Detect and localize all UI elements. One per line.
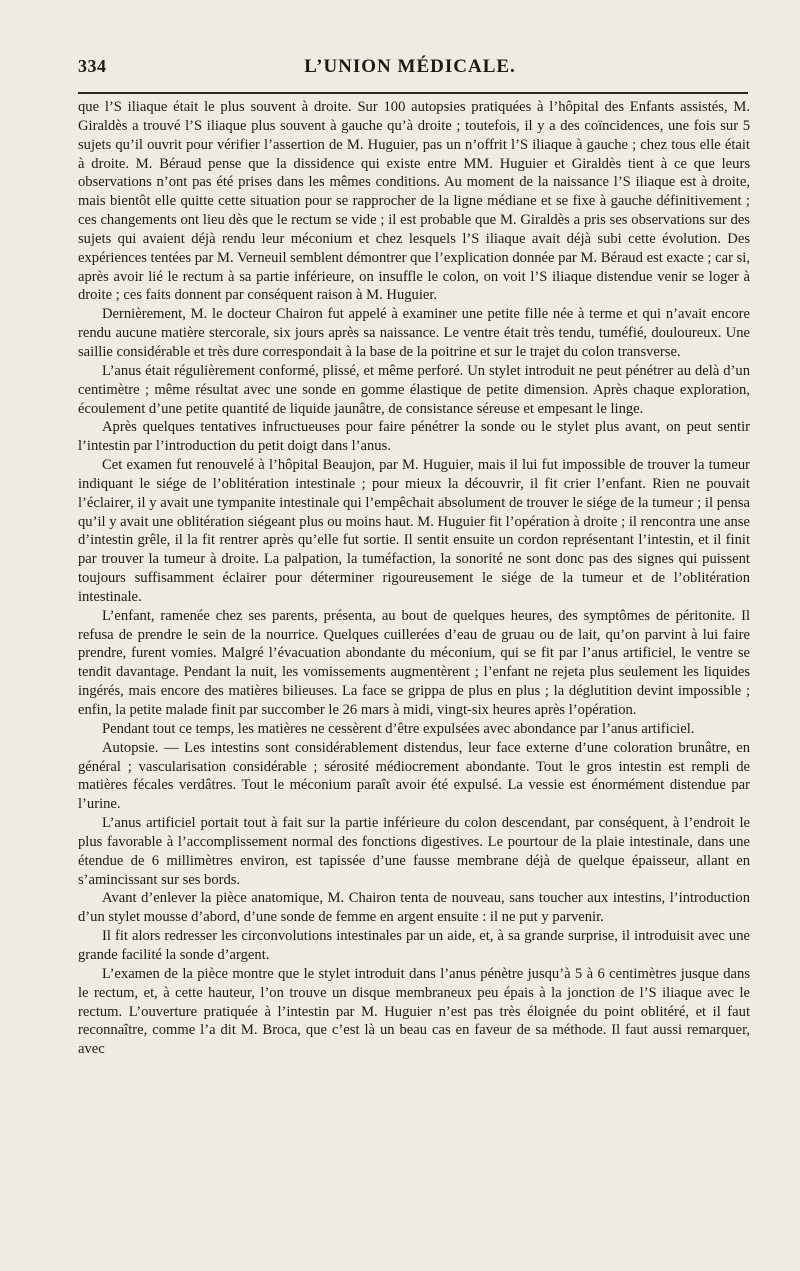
paragraph-attempts: Après quelques tentatives infructueuses pour faire pénétrer la sonde ou le stylet plus avant, on peut sentir l’intestin par l’introduction du petit doigt dans l’anus. bbox=[78, 419, 750, 455]
article-body bbox=[78, 98, 750, 1059]
page-number: 334 bbox=[78, 56, 107, 76]
paragraph-artificial-anus: L’anus artificiel portait tout à fait sur la partie inférieure du colon descendant, par conséquent, à l’endroit le plus favorable à l’accomplissement normal des fonctions digestives. Le pourtour de la plaie intestinale, dans une étendue de 6 millimètres environ, est tapissée d’une fausse membrane déjà de quelque épaisseur, allant en s’amincissant sur ses bords. bbox=[78, 815, 750, 888]
paragraph-specimen-exam: L’examen de la pièce montre que le stylet introduit dans l’anus pénètre jusqu’à 5 à 6 centimètres jusque dans le rectum, et, à cette hauteur, l’on trouve un disque membraneux peu épais à la jonction de l’S iliaque avec le rectum. L’ouverture pratiquée à l’intestin par M. Huguier n’est pas très éloignée du point oblitéré, et il faut reconnaître, comme l’a dit M. Broca, que c’est là un beau cas en faveur de sa méthode. Il faut aussi remarquer, avec bbox=[78, 965, 750, 1058]
header-rule bbox=[78, 92, 748, 94]
paragraph-huguier-operation: Cet examen fut renouvelé à l’hôpital Beaujon, par M. Huguier, mais il lui fut impossible de trouver la tumeur indiquant le siége de l’oblitération intestinale ; pour mieux la découvrir, il fit crier l’enfant. Rien ne pouvait l’éclairer, il y avait une tympanite intestinale qui l’empêchait absolument de trouver le siége de la tumeur ; il pensa qu’il y avait une oblitération siégeant plus ou moins haut. M. Huguier fit l’opération à droite ; il rencontra une anse d’intestin grêle, il la fit rentrer après qu’elle fut sortie. Il sentit ensuite un cordon représentant l’intestin, et il finit par trouver la tumeur à droite. La palpation, la tuméfaction, la sonorité ne sont donc pas des signes qui puissent toujours suffisamment éclairer pour déterminer rigoureusement le siége de la tumeur et de l’oblitération intestinale. bbox=[78, 457, 750, 605]
paragraph-autopsy: Autopsie. — Les intestins sont considérablement distendus, leur face externe d’une coloration brunâtre, en général ; vascularisation considérable ; sérosité médiocrement abondante. Tout le gros intestin est rempli de matières fécales verdâtres. Tout le méconium paraît avoir été expulsé. La vessie est énormément distendue par l’urine. bbox=[78, 739, 750, 813]
paragraph-redress: Il fit alors redresser les circonvolutions intestinales par un aide, et, à sa grande surprise, il introduisit avec une grande facilité la sonde d’argent. bbox=[78, 928, 750, 963]
running-head bbox=[78, 56, 742, 84]
paragraph-s-iliaque-position: que l’S iliaque était le plus souvent à droite. Sur 100 autopsies pratiquées à l’hôpital des Enfants assistés, M. Giraldès a trouvé l’S iliaque plus souvent à gauche qu’à droite ; toutefois, il y a des coïncidences, une fois sur 5 sujets qu’il ouvrit pour vérifier l’assertion de M. Huguier, pas un n’offrit l’S iliaque à gauche ; chez tous elle était à droite. M. Béraud pense que la dissidence qui existe entre MM. Huguier et Giraldès tient à ce que leurs observations n’ont pas été prises dans les mêmes conditions. Au moment de la naissance l’S iliaque est à droite, mais bientôt elle quitte cette situation pour se rapprocher de la ligne médiane et se fixe à gauche définitivement ; ces changements ont lieu dès que le rectum se vide ; il est probable que M. Giraldès a pris ses observations sur des sujets qui avaient déjà rendu leur méconium et chez lesquels l’S iliaque avait déjà subi cette évolution. Des expériences tentées par M. Verneuil semblent démontrer que l’explication donnée par M. Béraud est exacte ; car si, après avoir lié le rectum à sa partie inférieure, on insuffle le colon, on voit l’S iliaque distendue venir se loger à droite ; ces faits donnent par conséquent raison à M. Huguier. bbox=[78, 99, 750, 304]
paragraph-stylet-attempt: Avant d’enlever la pièce anatomique, M. Chairon tenta de nouveau, sans toucher aux intestins, l’introduction d’un stylet mousse d’abord, d’une sonde de femme en argent ensuite : il ne put y parvenir. bbox=[78, 890, 750, 926]
paragraph-case-chairon: Dernièrement, M. le docteur Chairon fut appelé à examiner une petite fille née à terme et qui n’avait encore rendu aucune matière stercorale, six jours après sa naissance. Le ventre était très tendu, tuméfié, douloureux. Une saillie considérable et très dure correspondait à la base de la poitrine et sur le trajet du colon transverse. bbox=[78, 306, 750, 360]
paragraph-outcome: L’enfant, ramenée chez ses parents, présenta, au bout de quelques heures, des symptômes de péritonite. Il refusa de prendre le sein de la nourrice. Quelques cuillerées d’eau de gruau ou de lait, qu’on parvint à lui faire prendre, furent vomies. Malgré l’évacuation abondante du méconium, qui se fit par l’anus artificiel, le ventre se tendit davantage. Pendant la nuit, les vomissements augmentèrent ; l’enfant ne rejeta plus seulement les liquides ingérés, mais encore des matières bilieuses. La face se grippa de plus en plus ; la déglutition devint impossible ; enfin, la petite malade finit par succomber le 26 mars à midi, vingt-six heures après l’opération. bbox=[78, 607, 750, 718]
paragraph-expulsion: Pendant tout ce temps, les matières ne cessèrent d’être expulsées avec abondance par l’anus artificiel. bbox=[102, 720, 695, 737]
paragraph-anus-examination: L’anus était régulièrement conformé, plissé, et même perforé. Un stylet introduit ne peut pénétrer au delà d’un centimètre ; même résultat avec une sonde en gomme élastique de petite dimension. Après chaque exploration, écoulement d’une petite quantité de liquide jaunâtre, de consistance séreuse et empesant le linge. bbox=[78, 362, 750, 417]
journal-title: L’UNION MÉDICALE. bbox=[304, 56, 516, 77]
